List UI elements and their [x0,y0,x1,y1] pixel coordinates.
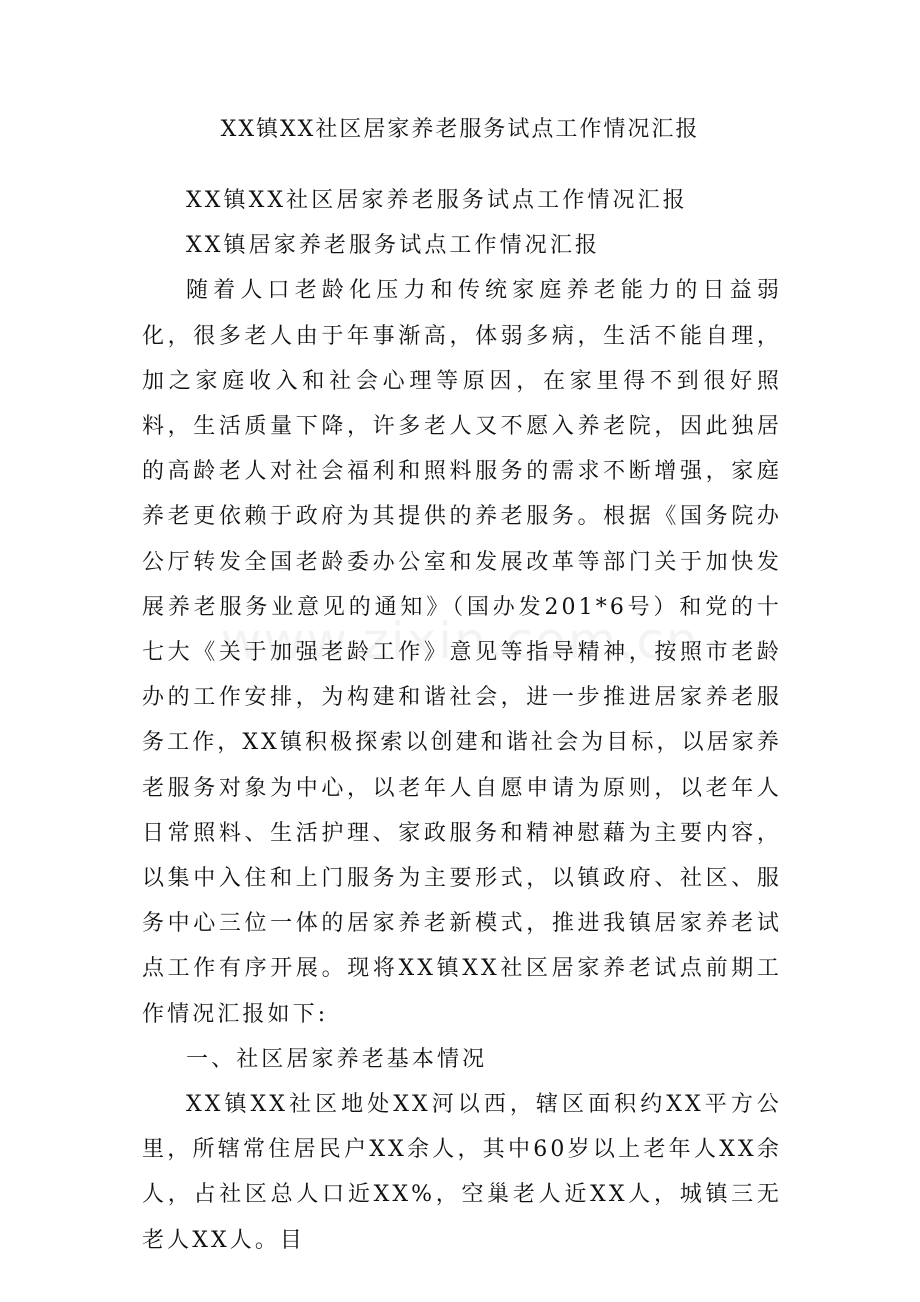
paragraph-subtitle-2: XX镇居家养老服务试点工作情况汇报 [186,233,601,259]
document-title: XX镇XX社区居家养老服务试点工作情况汇报 [220,117,700,142]
section-heading: 一、社区居家养老基本情况 [186,1046,488,1072]
document-body [142,178,782,1263]
paragraph-subtitle-1: XX镇XX社区居家养老服务试点工作情况汇报 [186,188,688,213]
paragraph-intro: 随着人口老龄化压力和传统家庭养老能力的日益弱化，很多老人由于年事渐高，体弱多病，生活不能自理，加之家庭收入和社会心理等原因，在家里得不到很好照料，生活质量下降，许多老人又不愿入养老院，因此独居的高龄老人对社会福利和照料服务的需求不断增强，家庭养老更依赖于政府为其提供的养老服务。根据《国务院办公厅转发全国老龄委办公室和发展改革等部门关于加快发展养老服务业意见的通知》（国办发201*6号）和党的十七大《关于加强老龄工作》意见等指导精神，按照市老龄办的工作安排，为构建和谐社会，进一步推进居家养老服务工作，XX镇积极探索以创建和谐社会为目标，以居家养老服务对象为中心，以老年人自愿申请为原则，以老年人日常照料、生活护理、家政服务和精神慰藉为主要内容，以集中入住和上门服务为主要形式，以镇政府、社区、服务中心三位一体的居家养老新模式，推进我镇居家养老试点工作有序开展。现将XX镇XX社区居家养老试点前期工作情况汇报如下: [142,278,782,1027]
paragraph-section-1: XX镇XX社区地处XX河以西，辖区面积约XX平方公里，所辖常住居民户XX余人，其中60岁以上老年人XX余人，占社区总人口近XX%，空巢老人近XX人，城镇三无老人XX人。目 [142,1092,782,1253]
